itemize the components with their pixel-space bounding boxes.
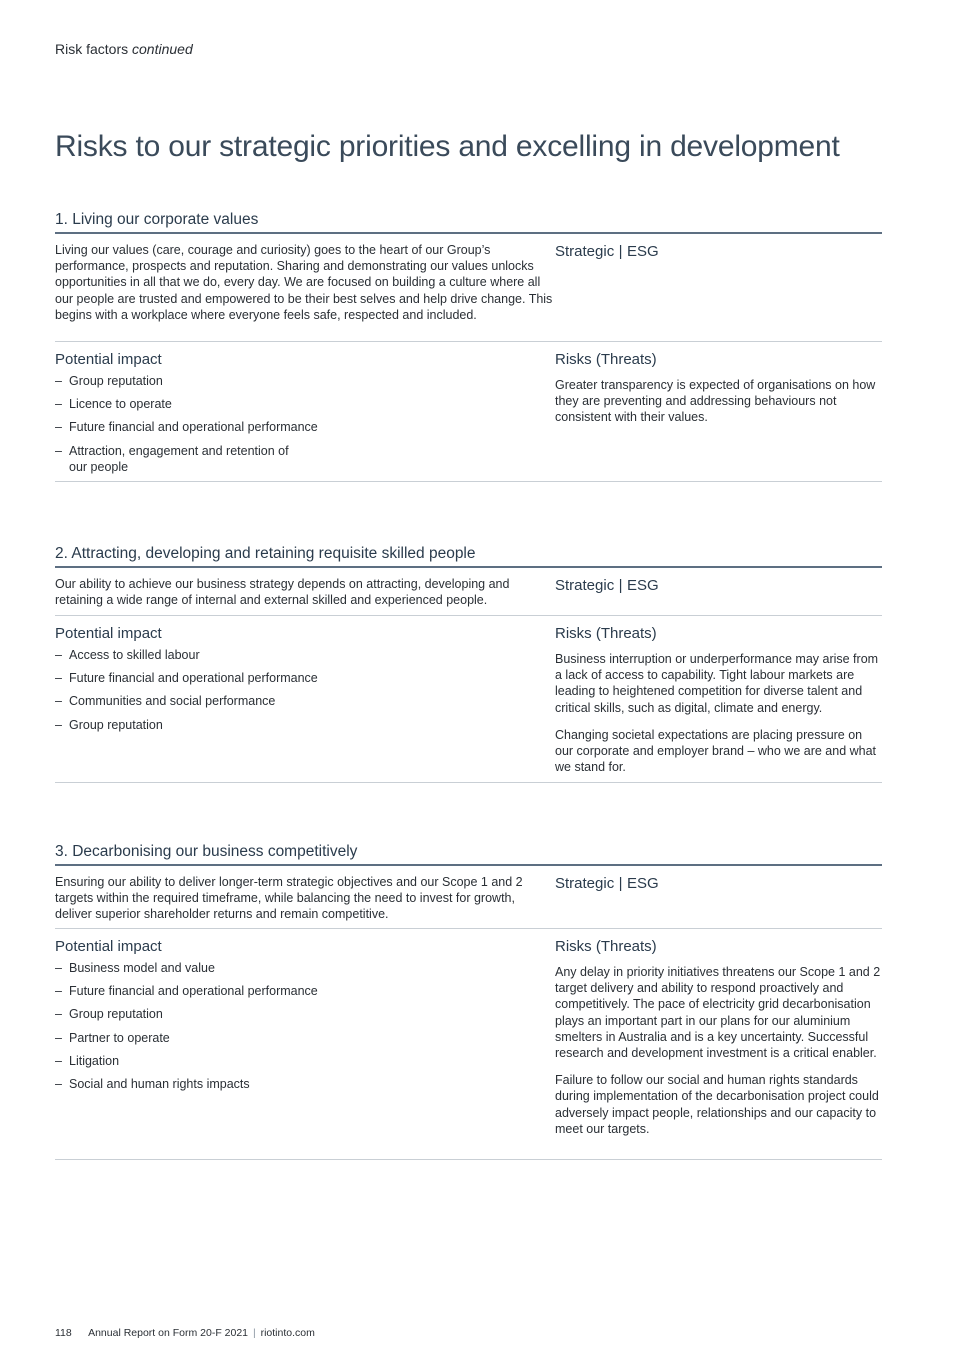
impact-item: – Partner to operate: [55, 1030, 555, 1046]
potential-impact-heading: Potential impact: [55, 351, 162, 368]
website-link[interactable]: riotinto.com: [260, 1327, 315, 1339]
header-continued: continued: [132, 41, 193, 57]
impact-item: – Access to skilled labour: [55, 647, 555, 663]
threat-text: Changing societal expectations are placing pressure on our corporate and employer brand – who we are and what we stand for.: [555, 727, 877, 775]
category-tag: [555, 576, 882, 615]
potential-impact-heading: Potential impact: [55, 625, 162, 642]
impact-item: – Future financial and operational performance: [55, 419, 555, 435]
section-description: Ensuring our ability to deliver longer-term strategic objectives and our Scope 1 and 2 targets within the required timeframe, while balancing the need to invest for growth, deliver superior shareholder returns and remain competitive.: [55, 875, 523, 922]
impact-item: – Future financial and operational performance: [55, 670, 555, 686]
impact-item: – Social and human rights impacts: [55, 1076, 555, 1092]
risk-section-1: [55, 210, 882, 482]
impact-item: – Licence to operate: [55, 396, 555, 412]
running-header: [55, 41, 193, 57]
impact-list: [55, 647, 555, 733]
section-overview-row: [55, 568, 882, 616]
tag-esg: ESG: [627, 243, 659, 260]
threat-text: Failure to follow our social and human rights standards during implementation of the decarbonisation project could adversely impact people, relationships and our capacity to meet our targets.: [555, 1073, 879, 1136]
threat-text: Greater transparency is expected of organisations on how they are preventing and addressing behaviours not consistent with their values.: [555, 378, 876, 425]
impact-item: – Attraction, engagement and retention of our people: [55, 443, 294, 475]
page-footer: [55, 1327, 315, 1339]
category-tag: [555, 242, 882, 341]
impact-item: – Future financial and operational performance: [55, 983, 555, 999]
potential-impact-column: [55, 938, 555, 1159]
impact-item: – Group reputation: [55, 373, 555, 389]
impact-item: – Group reputation: [55, 1006, 555, 1022]
section-description: Living our values (care, courage and curiosity) goes to the heart of our Group’s performance, prospects and reputation. Sharing and demonstrating our values unlocks opportunities in all that we do, every day. We are focused on building a culture where all our people are trusted and empowered to be their best selves and help drive change. This begins with a workplace where everyone feels safe, respected and included.: [55, 243, 553, 322]
section-description: Our ability to achieve our business strategy depends on attracting, developing and retaining a wide range of internal and external skilled and experienced people.: [55, 577, 510, 608]
tag-strategic: Strategic: [555, 243, 615, 260]
section-detail-row: [55, 342, 882, 482]
risk-section-3: [55, 842, 882, 1160]
section-detail-row: [55, 929, 882, 1160]
section-detail-row: [55, 616, 882, 783]
tag-strategic: Strategic: [555, 577, 615, 594]
threat-text: Any delay in priority initiatives threatens our Scope 1 and 2 target delivery and ability to respond proactively and competitively. The pace of electricity grid decarbonisation plays an important part in our plans for our aluminium smelters in Australia and is a key uncertainty. Successful research and development investment is a critical enabler.: [555, 965, 881, 1061]
impact-item: – Litigation: [55, 1053, 555, 1069]
threats-heading: Risks (Threats): [555, 938, 657, 955]
tag-separator: |: [618, 243, 623, 260]
page-number: 118: [55, 1327, 72, 1339]
threats-column: [555, 938, 882, 1159]
section-title: 2. Attracting, developing and retaining requisite skilled people: [55, 544, 882, 568]
impact-item: – Communities and social performance: [55, 693, 555, 709]
section-title: 1. Living our corporate values: [55, 210, 882, 234]
threat-text: Business interruption or underperformance may arise from a lack of access to capability. Tight labour markets are leading to heightened competition for diverse talent and critical skills, such as digital, climate and energy.: [555, 652, 879, 715]
tag-separator: |: [618, 875, 623, 892]
tag-esg: ESG: [627, 875, 659, 892]
page-title: Risks to our strategic priorities and excelling in development: [55, 130, 840, 163]
section-title: 3. Decarbonising our business competitively: [55, 842, 882, 866]
threats-column: [555, 625, 882, 782]
threats-column: [555, 351, 882, 481]
impact-item: – Group reputation: [55, 717, 555, 733]
risk-section-2: [55, 544, 882, 783]
section-overview-row: [55, 234, 882, 342]
section-overview-row: [55, 866, 882, 929]
header-label: Risk factors: [55, 41, 129, 57]
impact-list: [55, 960, 555, 1092]
potential-impact-heading: Potential impact: [55, 938, 162, 955]
tag-strategic: Strategic: [555, 875, 615, 892]
impact-list: [55, 373, 555, 475]
potential-impact-column: [55, 351, 555, 481]
potential-impact-column: [55, 625, 555, 782]
report-name: Annual Report on Form 20-F 2021: [88, 1327, 249, 1339]
category-tag: [555, 874, 882, 928]
impact-item: – Business model and value: [55, 960, 555, 976]
threats-heading: Risks (Threats): [555, 351, 657, 368]
footer-separator: |: [252, 1327, 256, 1339]
threats-heading: Risks (Threats): [555, 625, 657, 642]
tag-separator: |: [618, 577, 623, 594]
tag-esg: ESG: [627, 577, 659, 594]
